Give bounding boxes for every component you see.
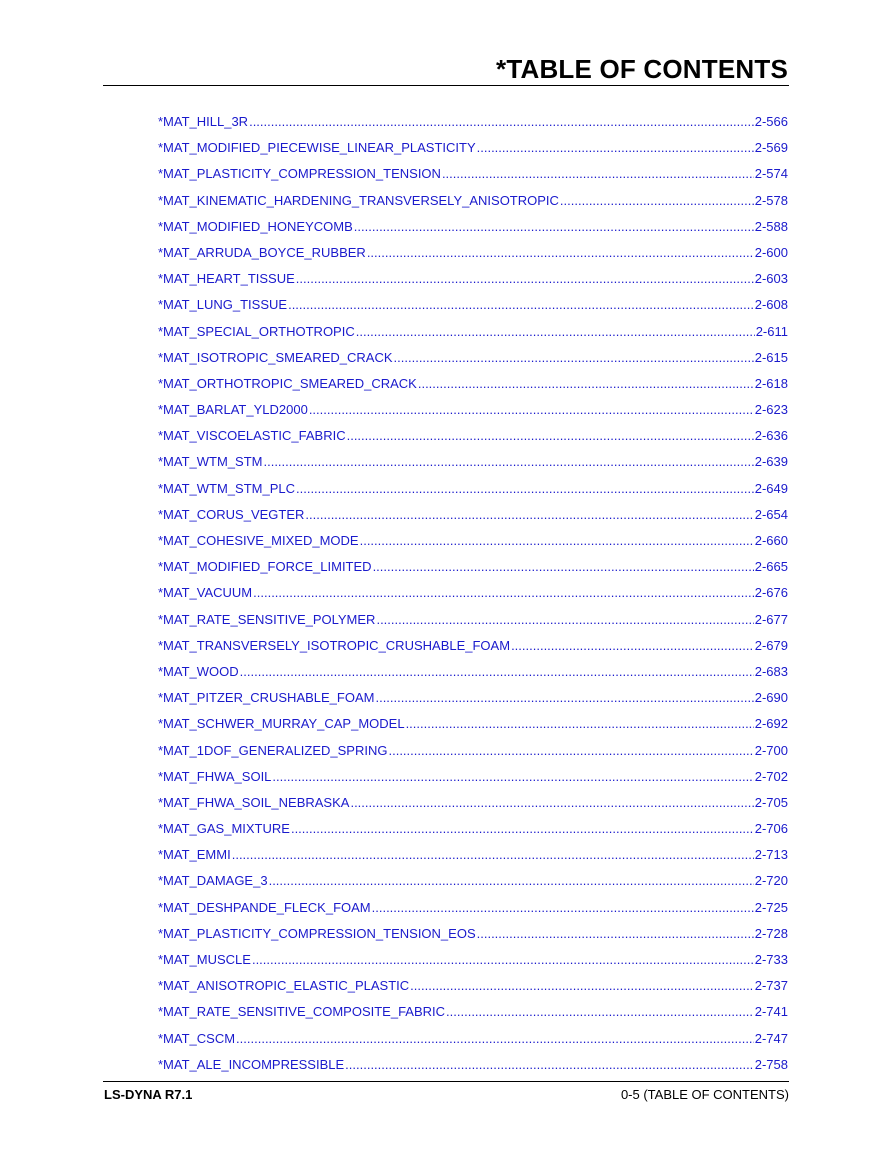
toc-entry-page-link[interactable]: 2-683 <box>754 663 788 679</box>
toc-entry-page-link[interactable]: 2-578 <box>754 192 788 208</box>
toc-entry[interactable] <box>158 533 788 559</box>
toc-entry-title-link[interactable]: *MAT_ISOTROPIC_SMEARED_CRACK <box>158 349 393 365</box>
toc-entry-page-link[interactable]: 2-569 <box>754 140 788 156</box>
toc-entry-title-link[interactable]: *MAT_1DOF_GENERALIZED_SPRING <box>158 742 388 758</box>
toc-entry-page-link[interactable]: 2-618 <box>754 375 788 391</box>
toc-entry[interactable] <box>158 926 788 952</box>
toc-entry[interactable] <box>158 847 788 873</box>
toc-entry-title-link[interactable]: *MAT_WOOD <box>158 663 239 679</box>
toc-entry-page-link[interactable]: 2-574 <box>754 166 788 182</box>
toc-entry-page-link[interactable]: 2-737 <box>754 978 788 994</box>
toc-entry-page-link[interactable]: 2-713 <box>754 847 788 863</box>
toc-entry[interactable] <box>158 664 788 690</box>
toc-entry-page-link[interactable]: 2-700 <box>754 742 788 758</box>
toc-entry-title-link[interactable]: *MAT_PLASTICITY_COMPRESSION_TENSION <box>158 166 441 182</box>
toc-entry-page-link[interactable]: 2-615 <box>754 349 788 365</box>
toc-entry-page-link[interactable]: 2-690 <box>754 690 788 706</box>
toc-entry-title-link[interactable]: *MAT_SCHWER_MURRAY_CAP_MODEL <box>158 716 405 732</box>
toc-entry[interactable] <box>158 376 788 402</box>
toc-entry[interactable] <box>158 716 788 742</box>
toc-entry[interactable] <box>158 350 788 376</box>
toc-entry-page-link[interactable]: 2-611 <box>755 323 788 339</box>
toc-entry-title-link[interactable]: *MAT_CORUS_VEGTER <box>158 506 305 522</box>
toc-dot-leader <box>263 454 753 469</box>
toc-entry-title-link[interactable]: *MAT_MODIFIED_FORCE_LIMITED <box>158 559 372 575</box>
toc-dot-leader <box>354 219 754 234</box>
toc-entry-title-link[interactable]: *MAT_VACUUM <box>158 585 253 601</box>
toc-entry-page-link[interactable]: 2-600 <box>754 244 788 260</box>
toc-entry-page-link[interactable]: 2-623 <box>754 402 788 418</box>
toc-entry-page-link[interactable]: 2-692 <box>754 716 788 732</box>
toc-entry[interactable] <box>158 585 788 611</box>
toc-entry[interactable] <box>158 1004 788 1030</box>
toc-entry-page-link[interactable]: 2-660 <box>754 533 788 548</box>
toc-dot-leader <box>375 690 753 705</box>
toc-dot-leader <box>296 481 754 496</box>
toc-dot-leader <box>240 664 754 679</box>
toc-entry-page-link[interactable]: 2-741 <box>754 1004 788 1020</box>
toc-dot-leader <box>350 795 753 810</box>
toc-entry-page-link[interactable]: 2-639 <box>754 454 788 470</box>
header-rule <box>103 85 789 86</box>
toc-entry[interactable] <box>158 1031 788 1057</box>
toc-entry[interactable] <box>158 795 788 821</box>
toc-entry[interactable] <box>158 559 788 585</box>
toc-entry[interactable] <box>158 873 788 899</box>
toc-entry-page-link[interactable]: 2-679 <box>754 637 788 653</box>
toc-entry-title-link[interactable]: *MAT_EMMI <box>158 847 231 863</box>
toc-entry-title-link[interactable]: *MAT_WTM_STM_PLC <box>158 480 295 496</box>
toc-dot-leader <box>249 114 754 129</box>
toc-entry[interactable] <box>158 402 788 428</box>
toc-entry-page-link[interactable]: 2-725 <box>754 899 788 915</box>
toc-entry-title-link[interactable]: *MAT_RATE_SENSITIVE_POLYMER <box>158 611 376 627</box>
toc-entry-page-link[interactable]: 2-758 <box>754 1056 788 1072</box>
toc-entry-page-link[interactable]: 2-566 <box>754 114 788 129</box>
toc-entry-title-link[interactable]: *MAT_PLASTICITY_COMPRESSION_TENSION_EOS <box>158 925 476 941</box>
toc-dot-leader <box>511 638 754 653</box>
toc-dot-leader <box>345 1057 754 1072</box>
toc-entry-title-link[interactable]: *MAT_VISCOELASTIC_FABRIC <box>158 428 346 444</box>
toc-dot-leader <box>356 324 755 339</box>
toc-dot-leader <box>410 978 754 993</box>
toc-entry[interactable] <box>158 690 788 716</box>
toc-entry[interactable] <box>158 978 788 1004</box>
toc-dot-leader <box>406 716 754 731</box>
toc-list <box>158 114 788 1083</box>
toc-entry-page-link[interactable]: 2-733 <box>754 952 788 967</box>
toc-entry[interactable] <box>158 219 788 245</box>
toc-entry[interactable] <box>158 743 788 769</box>
toc-entry-title-link[interactable]: *MAT_FHWA_SOIL_NEBRASKA <box>158 794 350 810</box>
toc-dot-leader <box>372 900 754 915</box>
toc-entry-title-link[interactable]: *MAT_ORTHOTROPIC_SMEARED_CRACK <box>158 375 417 391</box>
toc-dot-leader <box>560 193 754 208</box>
toc-dot-leader <box>446 1004 754 1019</box>
toc-entry[interactable] <box>158 297 788 323</box>
toc-dot-leader <box>442 166 754 181</box>
toc-dot-leader <box>347 428 754 443</box>
toc-dot-leader <box>376 612 753 627</box>
toc-entry[interactable] <box>158 1057 788 1083</box>
toc-entry-page-link[interactable]: 2-728 <box>754 925 788 941</box>
toc-entry-title-link[interactable]: *MAT_ANISOTROPIC_ELASTIC_PLASTIC <box>158 978 410 994</box>
toc-entry-title-link[interactable]: *MAT_BARLAT_YLD2000 <box>158 402 308 418</box>
toc-entry-title-link[interactable]: *MAT_FHWA_SOIL <box>158 768 272 784</box>
toc-dot-leader <box>418 376 754 391</box>
toc-entry[interactable] <box>158 769 788 795</box>
toc-entry-title-link[interactable]: *MAT_DESHPANDE_FLECK_FOAM <box>158 899 371 915</box>
toc-dot-leader <box>232 847 754 862</box>
toc-entry-page-link[interactable]: 2-702 <box>754 768 788 784</box>
footer-page-number: 0-5 (TABLE OF CONTENTS) <box>620 1087 789 1102</box>
toc-entry-page-link[interactable]: 2-706 <box>754 821 788 837</box>
toc-entry-page-link[interactable]: 2-677 <box>754 611 788 627</box>
toc-entry-title-link[interactable]: *MAT_WTM_STM <box>158 454 263 470</box>
page-title: *TABLE OF CONTENTS <box>496 54 788 84</box>
toc-dot-leader <box>291 821 754 836</box>
toc-entry-title-link[interactable]: *MAT_MODIFIED_HONEYCOMB <box>158 218 353 234</box>
toc-entry-title-link[interactable]: *MAT_RATE_SENSITIVE_COMPOSITE_FABRIC <box>158 1004 446 1020</box>
toc-entry[interactable] <box>158 193 788 219</box>
toc-dot-leader <box>394 350 754 365</box>
toc-entry[interactable] <box>158 952 788 978</box>
toc-entry-page-link[interactable]: 2-654 <box>754 506 788 522</box>
toc-entry-page-link[interactable]: 2-665 <box>754 559 788 575</box>
toc-entry-title-link[interactable]: *MAT_CSCM <box>158 1030 236 1046</box>
toc-dot-leader <box>296 271 754 286</box>
toc-entry-page-link[interactable]: 2-720 <box>754 873 788 889</box>
toc-entry-title-link[interactable]: *MAT_PITZER_CRUSHABLE_FOAM <box>158 690 375 706</box>
toc-dot-leader <box>309 402 754 417</box>
toc-dot-leader <box>388 743 753 758</box>
toc-entry[interactable] <box>158 428 788 454</box>
toc-entry[interactable] <box>158 140 788 166</box>
toc-dot-leader <box>305 507 753 522</box>
toc-entry-page-link[interactable]: 2-705 <box>754 794 788 810</box>
toc-entry[interactable] <box>158 245 788 271</box>
toc-entry-title-link[interactable]: *MAT_ALE_INCOMPRESSIBLE <box>158 1056 345 1072</box>
toc-entry-page-link[interactable]: 2-649 <box>754 480 788 496</box>
toc-entry-title-link[interactable]: *MAT_MODIFIED_PIECEWISE_LINEAR_PLASTICITY <box>158 140 476 156</box>
toc-entry[interactable] <box>158 507 788 533</box>
toc-entry-page-link[interactable]: 2-676 <box>754 585 788 601</box>
toc-entry[interactable] <box>158 638 788 664</box>
toc-entry-title-link[interactable]: *MAT_DAMAGE_3 <box>158 873 268 889</box>
toc-entry-title-link[interactable]: *MAT_HILL_3R <box>158 114 249 129</box>
toc-entry-title-link[interactable]: *MAT_KINEMATIC_HARDENING_TRANSVERSELY_ANISOTROPIC <box>158 192 559 208</box>
toc-entry[interactable] <box>158 454 788 480</box>
toc-entry-title-link[interactable]: *MAT_LUNG_TISSUE <box>158 297 288 313</box>
toc-entry-title-link[interactable]: *MAT_COHESIVE_MIXED_MODE <box>158 533 359 548</box>
toc-dot-leader <box>373 559 754 574</box>
toc-entry-page-link[interactable]: 2-588 <box>754 218 788 234</box>
toc-entry-page-link[interactable]: 2-636 <box>754 428 788 444</box>
toc-dot-leader <box>253 585 754 600</box>
toc-dot-leader <box>477 140 754 155</box>
toc-entry[interactable] <box>158 166 788 192</box>
toc-dot-leader <box>236 1031 754 1046</box>
toc-entry[interactable] <box>158 821 788 847</box>
toc-dot-leader <box>360 533 754 548</box>
toc-entry-title-link[interactable]: *MAT_TRANSVERSELY_ISOTROPIC_CRUSHABLE_FOAM <box>158 637 511 653</box>
toc-entry-page-link[interactable]: 2-608 <box>754 297 788 313</box>
footer-product: LS-DYNA R7.1 <box>104 1087 193 1102</box>
toc-entry-title-link[interactable]: *MAT_GAS_MIXTURE <box>158 821 290 837</box>
toc-entry[interactable] <box>158 324 788 350</box>
toc-entry[interactable] <box>158 271 788 297</box>
toc-dot-leader <box>477 926 754 941</box>
toc-dot-leader <box>252 952 754 967</box>
toc-entry-title-link[interactable]: *MAT_HEART_TISSUE <box>158 271 295 287</box>
toc-entry-page-link[interactable]: 2-603 <box>754 271 788 287</box>
toc-entry[interactable] <box>158 900 788 926</box>
toc-entry-title-link[interactable]: *MAT_SPECIAL_ORTHOTROPIC <box>158 323 355 339</box>
toc-entry-title-link[interactable]: *MAT_ARRUDA_BOYCE_RUBBER <box>158 244 366 260</box>
toc-dot-leader <box>288 297 754 312</box>
toc-entry-page-link[interactable]: 2-747 <box>754 1030 788 1046</box>
toc-entry[interactable] <box>158 612 788 638</box>
toc-dot-leader <box>272 769 753 784</box>
toc-dot-leader <box>269 873 754 888</box>
toc-dot-leader <box>367 245 754 260</box>
toc-entry-title-link[interactable]: *MAT_MUSCLE <box>158 952 251 967</box>
toc-entry[interactable] <box>158 114 788 140</box>
footer-rule <box>103 1081 789 1082</box>
toc-entry[interactable] <box>158 481 788 507</box>
